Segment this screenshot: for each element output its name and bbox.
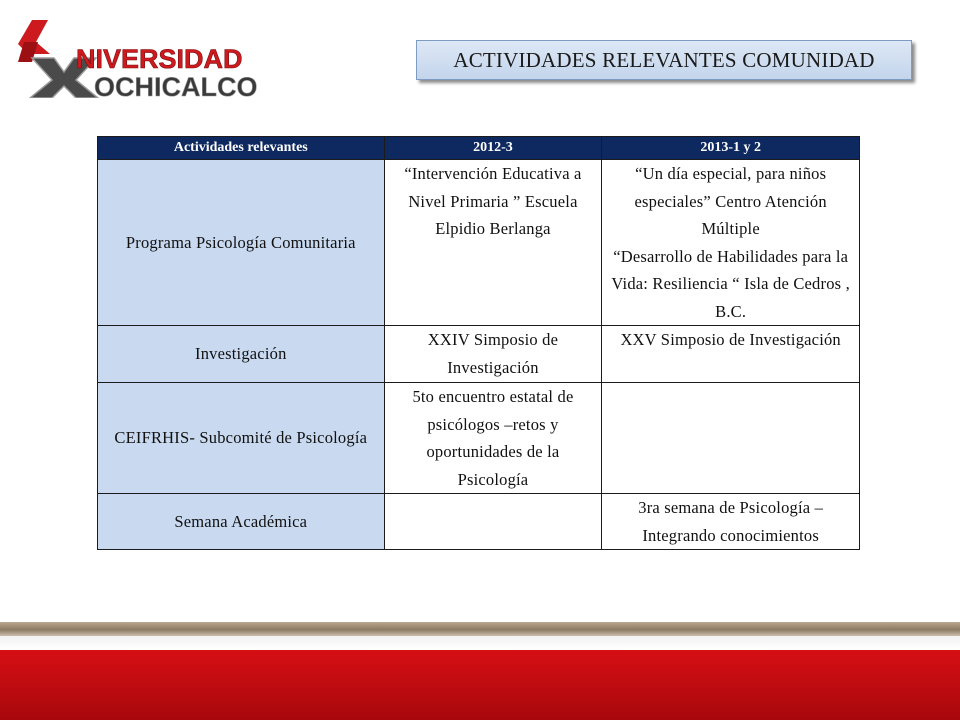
page-title: ACTIVIDADES RELEVANTES COMUNIDAD (416, 40, 912, 80)
cell-2012-3 (384, 494, 602, 550)
header-2013: 2013-1 y 2 (602, 137, 860, 160)
cell-2012-3: 5to encuentro estatal de psicólogos –retos y oportunidades de la Psicología (384, 383, 602, 494)
row-label: CEIFRHIS- Subcomité de Psicología (98, 383, 385, 494)
xochicalco-logo-icon (10, 14, 272, 98)
row-label: Investigación (98, 326, 385, 383)
footer-red-band (0, 650, 960, 720)
university-logo (10, 14, 272, 98)
cell-2013: 3ra semana de Psicología – Integrando conocimientos (602, 494, 860, 550)
activities-table (97, 136, 860, 550)
table-row (98, 383, 860, 494)
row-label: Programa Psicología Comunitaria (98, 160, 385, 326)
header-activities: Actividades relevantes (98, 137, 385, 160)
logo-line2: OCHICALCO (94, 72, 258, 98)
table-row (98, 160, 860, 326)
cell-2013 (602, 383, 860, 494)
cell-2012-3: “Intervención Educativa a Nivel Primaria ” Escuela Elpidio Berlanga (384, 160, 602, 326)
row-label: Semana Académica (98, 494, 385, 550)
cell-2013: XXV Simposio de Investigación (602, 326, 860, 383)
cell-2013: “Un día especial, para niños especiales” Centro Atención Múltiple “Desarrollo de Habilidades para la Vida: Resiliencia “ Isla de Cedros , B.C. (602, 160, 860, 326)
table-row (98, 326, 860, 383)
table-row (98, 494, 860, 550)
logo-line1: NIVERSIDAD (76, 44, 243, 74)
cell-2012-3: XXIV Simposio de Investigación (384, 326, 602, 383)
footer-white-band (0, 636, 960, 650)
footer-tan-band (0, 622, 960, 636)
header-2012-3: 2012-3 (384, 137, 602, 160)
table-header-row (98, 137, 860, 160)
